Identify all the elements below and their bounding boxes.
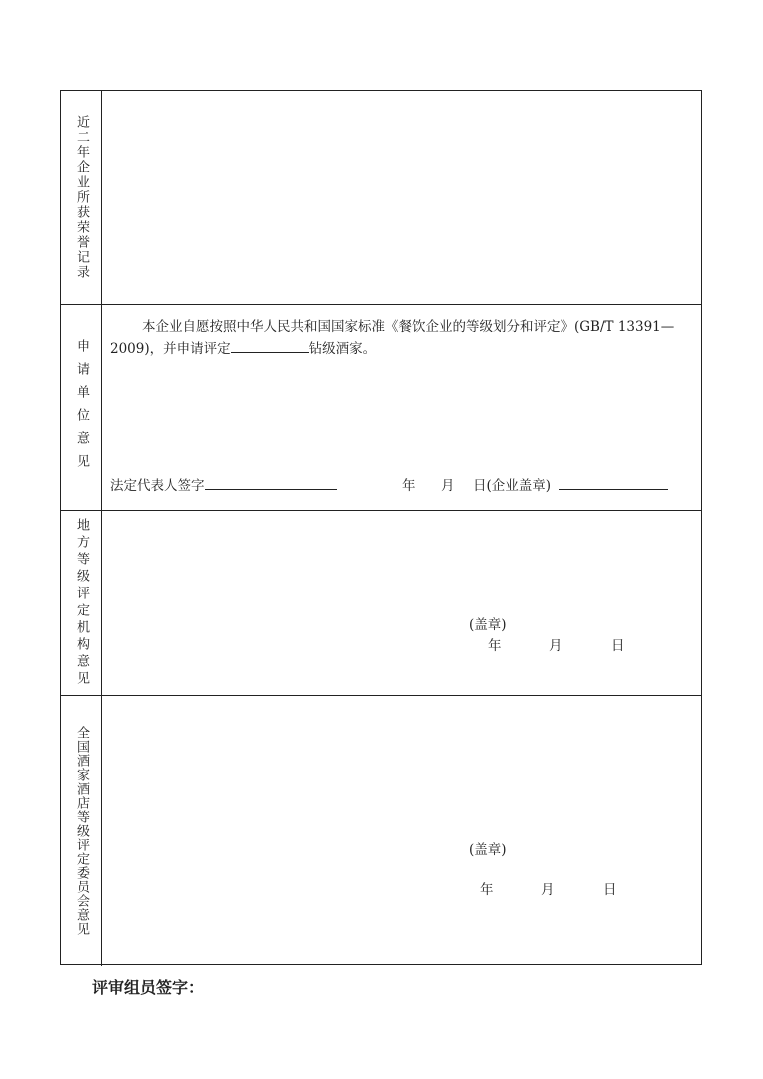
honors-row xyxy=(61,91,701,305)
local-content-cell[interactable] xyxy=(102,511,701,695)
reviewer-signature-label: 评审组员签字： xyxy=(92,978,205,997)
local-year: 年 xyxy=(488,638,502,654)
statement-part2: 钻级酒家。 xyxy=(308,341,377,357)
local-seal: (盖章) xyxy=(469,617,507,633)
diamond-level-blank[interactable] xyxy=(231,338,309,353)
applicant-month: 月 xyxy=(441,478,455,494)
local-month: 月 xyxy=(549,638,563,654)
applicant-label: 申请单位意见 xyxy=(74,338,89,477)
local-row xyxy=(61,511,701,696)
statement-part1: 本企业自愿按照中华人民共和国国家标准《餐饮企业的等级划分和评定》(GB/T 13391—2009)，并申请评定 xyxy=(110,319,675,357)
national-content-cell[interactable] xyxy=(102,696,701,966)
company-seal-label: (企业盖章) xyxy=(486,478,552,494)
honors-content-cell[interactable] xyxy=(102,91,701,304)
rep-signature-blank[interactable] xyxy=(205,475,337,490)
company-seal-blank[interactable] xyxy=(559,475,668,490)
applicant-signature-line xyxy=(110,474,337,494)
national-row xyxy=(61,696,701,966)
local-label-cell xyxy=(61,511,102,695)
applicant-day: 日 xyxy=(473,478,487,494)
national-month: 月 xyxy=(541,882,555,898)
national-label-cell xyxy=(61,696,102,966)
honors-label-cell xyxy=(61,91,102,304)
national-day: 日 xyxy=(603,882,617,898)
local-label: 地方等级评定机构意见 xyxy=(74,518,89,688)
applicant-content-cell xyxy=(102,305,701,510)
national-year: 年 xyxy=(480,882,494,898)
rep-sign-label: 法定代表人签字 xyxy=(110,478,205,494)
applicant-day-seal xyxy=(473,474,668,494)
applicant-row xyxy=(61,305,701,511)
honors-label: 近二年企业所获荣誉记录 xyxy=(74,115,89,280)
applicant-label-cell xyxy=(61,305,102,510)
applicant-statement xyxy=(110,317,695,360)
evaluation-form-table xyxy=(60,90,702,965)
national-label: 全国酒家酒店等级评定委员会意见 xyxy=(74,726,89,936)
national-seal: (盖章) xyxy=(469,842,507,858)
applicant-year: 年 xyxy=(402,478,416,494)
local-day: 日 xyxy=(611,638,625,654)
